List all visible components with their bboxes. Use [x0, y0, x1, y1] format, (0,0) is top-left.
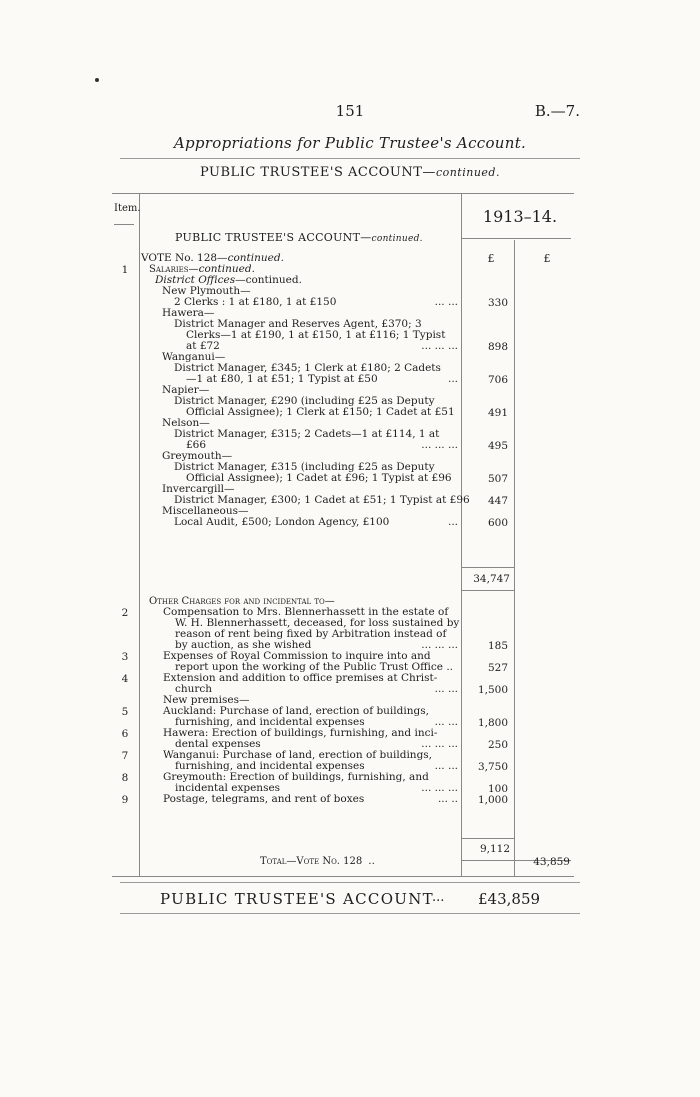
line-text: at £72 [186, 340, 220, 352]
line-text: District Manager, £290 (including £25 as Deputy [174, 395, 435, 407]
table-bottom-rule [112, 876, 574, 877]
line-text: District Manager and Reserves Agent, £370; 3 [174, 318, 422, 330]
leader-dots: ... ... ... [421, 340, 458, 352]
amount-value: 898 [487, 341, 508, 353]
vote-heading-continued: continued. [227, 252, 284, 264]
line-text: Nelson— [162, 417, 210, 429]
item-number: 4 [121, 673, 129, 685]
account-title [110, 165, 590, 180]
other-charges-subtotal: 9,112 [479, 843, 510, 855]
footer-rule-top [120, 882, 580, 883]
appropriations-title: Appropriations for Public Trustee's Account. [173, 134, 527, 152]
line-text: report upon the working of the Public Trust Office .. [175, 661, 453, 673]
vote-total-label [260, 856, 375, 867]
year-header: 1913–14. [482, 207, 558, 226]
currency-symbol-second: £ [543, 252, 551, 265]
line-text: Local Audit, £500; London Agency, £100 [174, 516, 390, 528]
item-number: 2 [121, 607, 129, 619]
leader-dots: ... ... ... [421, 782, 458, 794]
line-text: church [175, 683, 213, 695]
year-underline [461, 238, 571, 239]
item-header-underline [114, 224, 134, 225]
account-title-text: PUBLIC TRUSTEE'S ACCOUNT— [200, 165, 436, 180]
line-text: furnishing, and incidental expenses [175, 716, 365, 728]
vote-heading-text: VOTE No. 128— [141, 252, 228, 264]
leader-dots: ... ... [434, 296, 458, 308]
line-text: furnishing, and incidental expenses [175, 760, 365, 772]
item-column-header: Item. [114, 203, 141, 214]
amount-value: 1,000 [477, 794, 508, 806]
item-number: 8 [121, 772, 129, 784]
second-amount-column-rule [514, 240, 515, 876]
other-charges-heading: Other Charges for and incidental to— [149, 596, 335, 607]
ink-dot [95, 78, 99, 82]
line-text: —1 at £80, 1 at £51; 1 Typist at £50 [186, 373, 378, 385]
amount-value: 491 [487, 407, 508, 419]
item-number: 7 [121, 750, 129, 762]
vote-total-dots: .. [368, 855, 375, 867]
line-text: New premises— [163, 694, 250, 706]
account-title-continued: continued. [435, 166, 500, 179]
leader-dots: ... ... ... [421, 439, 458, 451]
line-text: 2 Clerks : 1 at £180, 1 at £150 [174, 296, 337, 308]
footer-rule-bottom [120, 913, 580, 914]
salaries-heading-continued: continued. [198, 263, 255, 275]
amount-value: 527 [487, 662, 508, 674]
line-text: Official Assignee); 1 Clerk at £150; 1 Cadet at £51 [186, 406, 455, 418]
leader-dots: ... [447, 373, 458, 385]
amount-value: 507 [487, 473, 508, 485]
leader-dots: ... .. [437, 793, 458, 805]
item-number: 6 [121, 728, 129, 740]
table-subheader [175, 231, 423, 244]
amount-value: 495 [487, 440, 508, 452]
line-text: District Manager, £300; 1 Cadet at £51; 1 Typist at £96 [174, 494, 470, 506]
subtotal-rule-top [461, 567, 514, 568]
district-offices-text: District Offices [155, 274, 236, 286]
grand-total-dots: ... [432, 890, 445, 905]
document-reference: B.—7. [534, 102, 580, 120]
line-text: District Manager, £315; 2 Cadets—1 at £114, 1 at [174, 428, 440, 440]
leader-dots: ... ... [434, 683, 458, 695]
line-text: Hawera: Erection of buildings, furnishing, and inci- [163, 727, 438, 739]
amount-value: 3,750 [477, 761, 508, 773]
line-text: District Manager, £345; 1 Clerk at £180; 2 Cadets [174, 362, 441, 374]
line-text: Greymouth: Erection of buildings, furnishing, and [163, 771, 429, 783]
line-text: Hawera— [162, 307, 215, 319]
table-subheader-continued: continued. [371, 234, 423, 244]
line-text: dental expenses [175, 738, 261, 750]
grand-total-label: PUBLIC TRUSTEE'S ACCOUNT [160, 890, 434, 908]
line-text: Miscellaneous— [162, 505, 249, 517]
line-text: Greymouth— [162, 450, 233, 462]
line-text: Compensation to Mrs. Blennerhassett in the estate of [163, 606, 449, 618]
item-number: 1 [121, 264, 129, 276]
line-text: incidental expenses [175, 782, 281, 794]
amount-value: 250 [487, 739, 508, 751]
amount-value: 1,800 [477, 717, 508, 729]
table-top-rule [112, 193, 574, 194]
line-text: Napier— [162, 384, 210, 396]
line-text: £66 [186, 439, 207, 451]
line-text: Auckland: Purchase of land, erection of buildings, [163, 705, 429, 717]
grand-total-amount: £43,859 [478, 890, 541, 908]
line-text: Wanganui: Purchase of land, erection of buildings, [163, 749, 433, 761]
line-text: District Manager, £315 (including £25 as Deputy [174, 461, 435, 473]
leader-dots: ... ... [434, 760, 458, 772]
amount-value: 447 [487, 495, 508, 507]
line-text: reason of rent being fixed by Arbitration instead of [175, 628, 447, 640]
line-text: Clerks—1 at £190, 1 at £150, 1 at £116; 1 Typist [186, 329, 446, 341]
line-text: Expenses of Royal Commission to inquire into and [163, 650, 431, 662]
line-text: by auction, as she wished [175, 639, 312, 651]
vote-total-value: 43,859 [533, 856, 570, 868]
page-number: 151 [335, 102, 365, 120]
line-text: New Plymouth— [162, 285, 251, 297]
line-text: Invercargill— [162, 483, 235, 495]
amount-value: 100 [487, 783, 508, 795]
vote-total-label-text: Total—Vote No. 128 [260, 856, 363, 867]
amount-value: 1,500 [477, 684, 508, 696]
amount-value: 330 [487, 297, 508, 309]
line-text: Postage, telegrams, and rent of boxes [163, 793, 365, 805]
table-subheader-text: PUBLIC TRUSTEE'S ACCOUNT— [175, 231, 372, 244]
amount-value: 706 [487, 374, 508, 386]
line-text: Extension and addition to office premises at Christ- [163, 672, 438, 684]
line-text: Official Assignee); 1 Cadet at £96; 1 Typist at £96 [186, 472, 452, 484]
amount-value: 185 [487, 640, 508, 652]
leader-dots: ... [447, 516, 458, 528]
amount-value: 600 [487, 517, 508, 529]
leader-dots: ... ... ... [421, 738, 458, 750]
subtotal2-rule-top [461, 838, 514, 839]
salaries-subtotal: 34,747 [473, 573, 510, 585]
item-column-rule [139, 193, 140, 876]
leader-dots: ... ... ... [421, 639, 458, 651]
item-number: 5 [121, 706, 129, 718]
first-amount-column-rule [461, 193, 462, 876]
subtotal-rule-bottom [461, 590, 514, 591]
district-offices-continued: —continued. [235, 274, 302, 286]
line-text: Wanganui— [162, 351, 226, 363]
currency-symbol-first: £ [487, 252, 495, 265]
item-number: 9 [121, 794, 129, 806]
header-rule [120, 158, 580, 159]
line-text: W. H. Blennerhassett, deceased, for loss sustained by [175, 617, 460, 629]
salaries-heading-text: Salaries— [149, 264, 199, 275]
item-number: 3 [121, 651, 129, 663]
leader-dots: ... ... [434, 716, 458, 728]
